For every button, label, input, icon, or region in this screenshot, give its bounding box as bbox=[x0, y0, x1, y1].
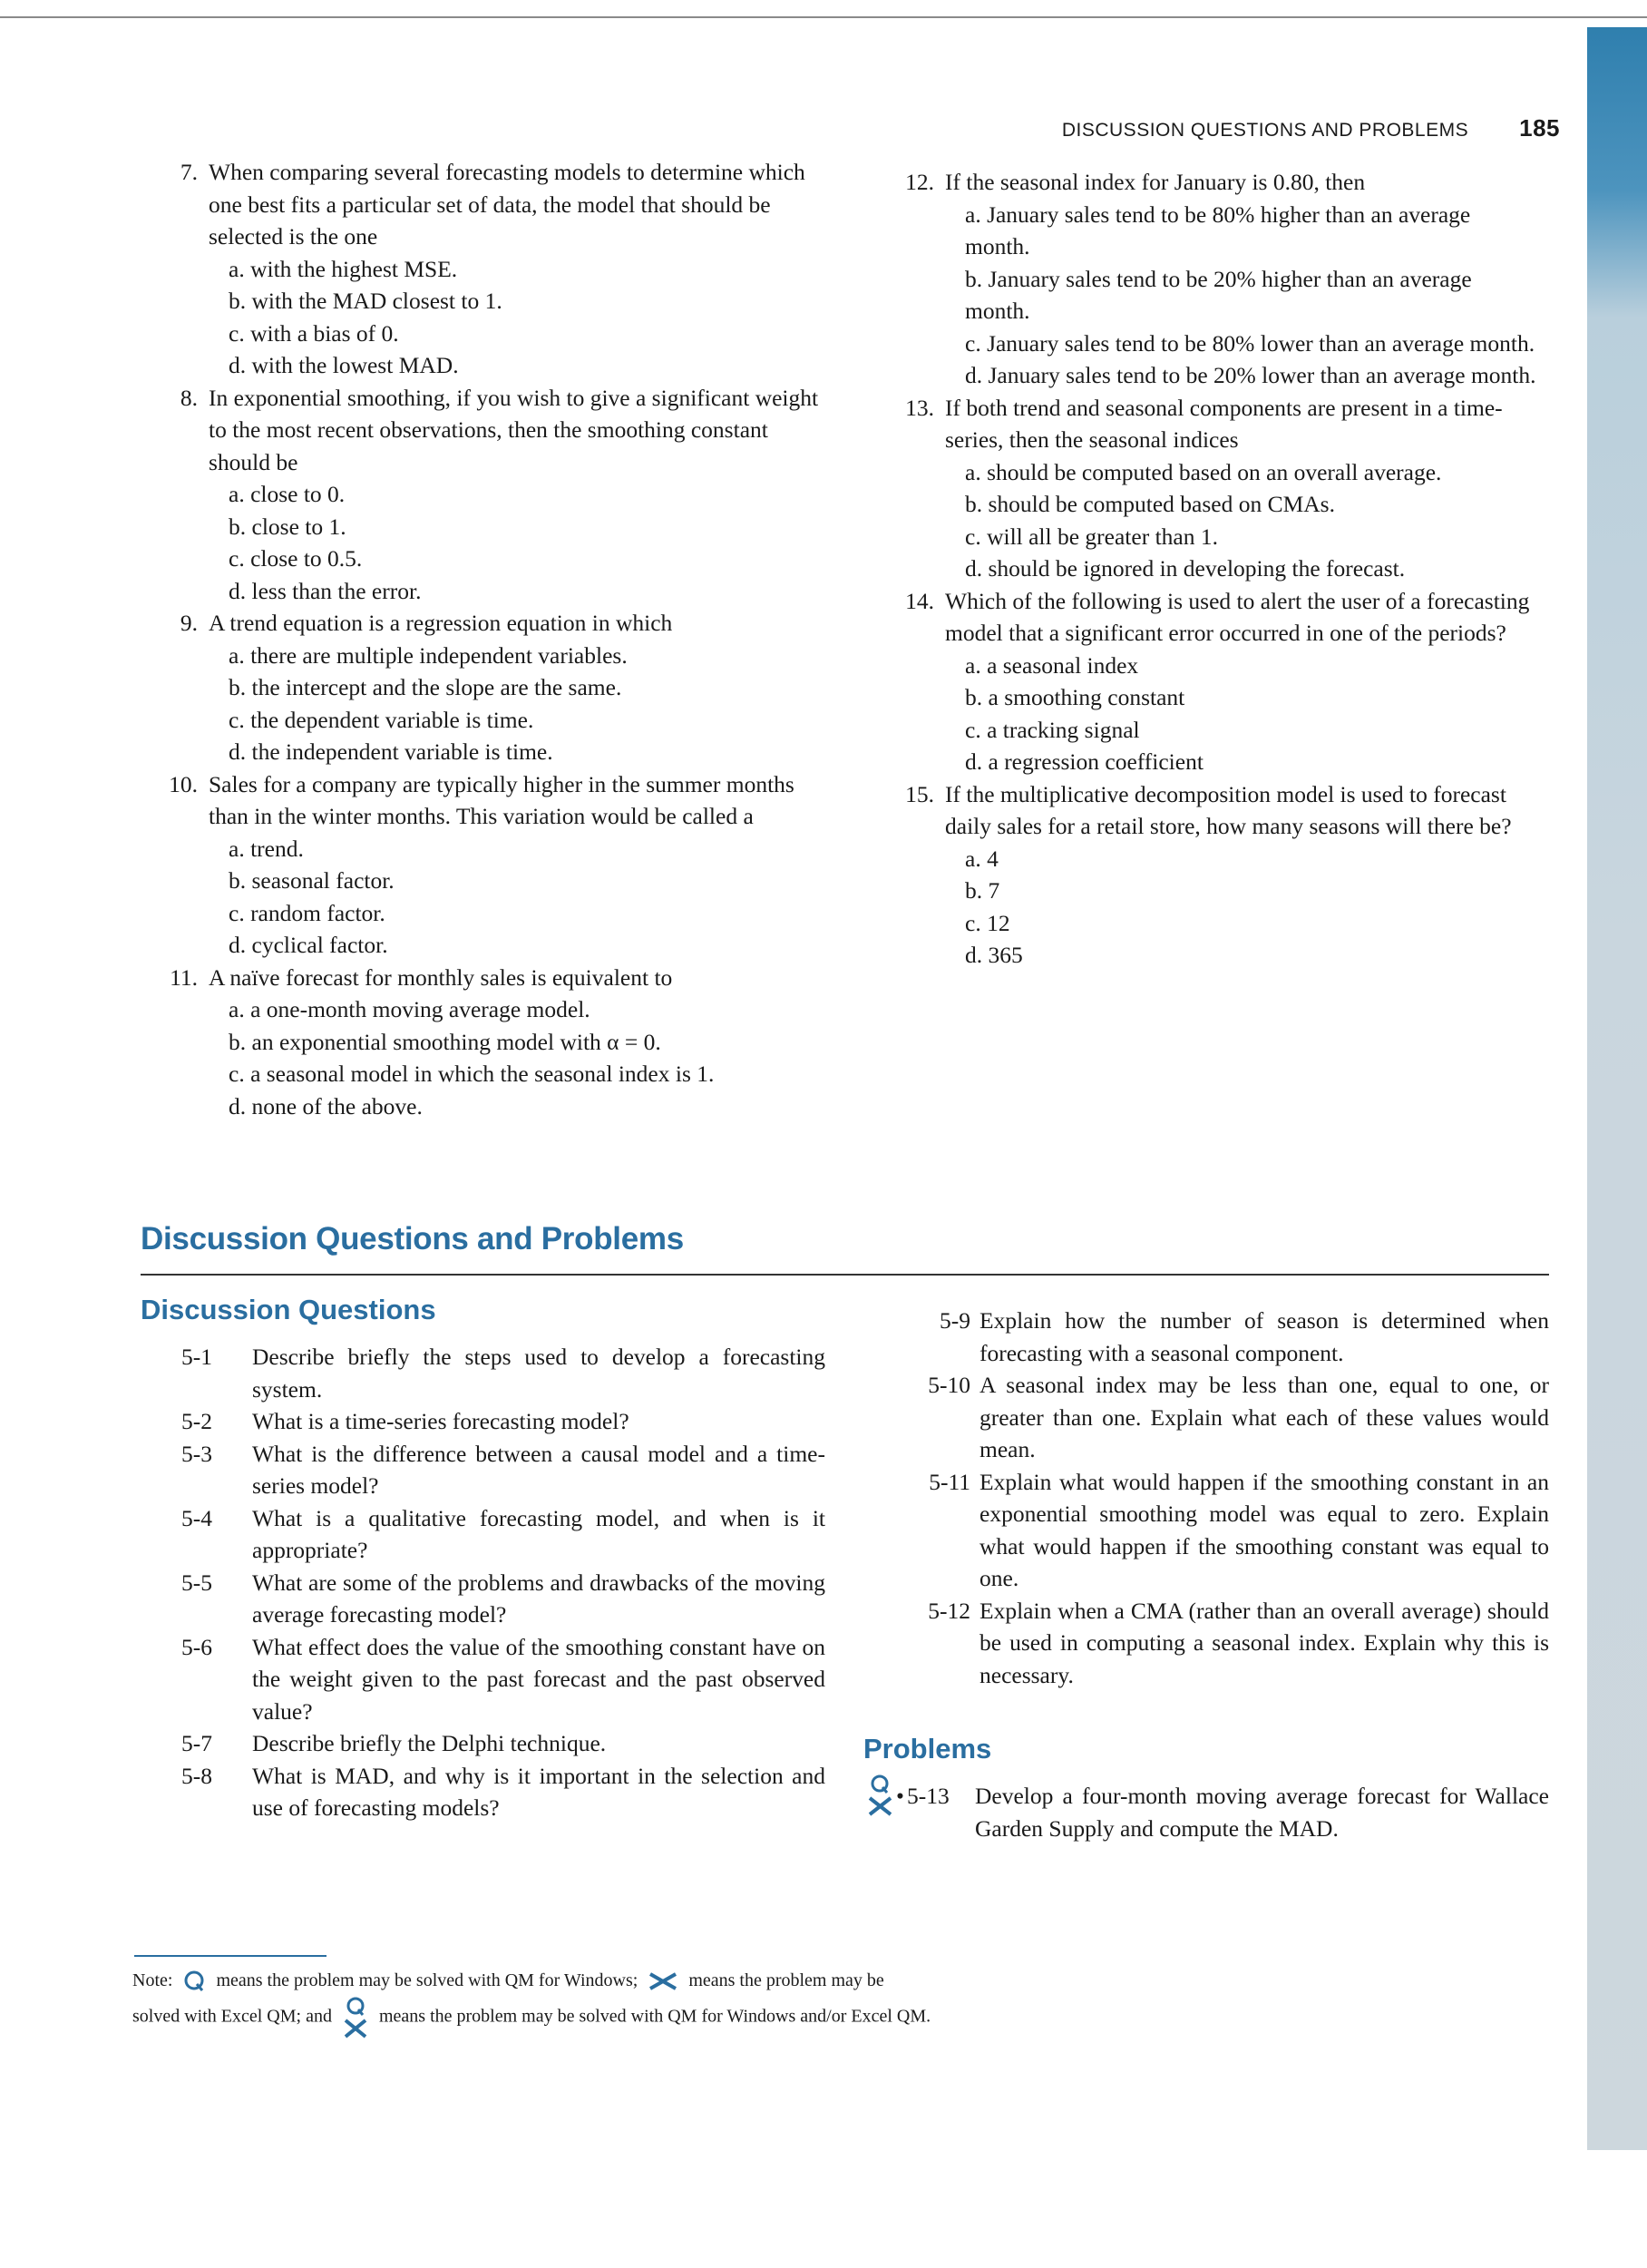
discussion-question-text: What are some of the problems and drawbacks of the moving average forecasting model? bbox=[252, 1569, 825, 1628]
question-number: 14. bbox=[905, 587, 934, 614]
discussion-question-number: 5-1 bbox=[181, 1344, 212, 1370]
qm-and-excel-icon bbox=[342, 1996, 369, 2039]
question-stem: If both trend and seasonal components are present in a time-series, then the seasonal indices bbox=[945, 394, 1503, 453]
question-stem: Which of the following is used to alert the user of a forecasting model that a significant error occurred in one of the periods? bbox=[945, 587, 1530, 646]
question-number: 9. bbox=[180, 610, 198, 636]
answer-option: a. January sales tend to be 80% higher than an average month. bbox=[965, 200, 1471, 259]
top-rule bbox=[0, 16, 1647, 18]
discussion-questions-heading: Discussion Questions bbox=[141, 1294, 436, 1325]
discussion-question-number: 5-7 bbox=[181, 1730, 212, 1756]
discussion-question bbox=[914, 1595, 1549, 1692]
question-number: 8. bbox=[180, 384, 198, 411]
question-stem: If the seasonal index for January is 0.80, then bbox=[945, 169, 1366, 195]
discussion-question-number: 5-4 bbox=[181, 1504, 212, 1531]
answer-option: a. a one-month moving average model. bbox=[229, 996, 590, 1022]
answer-option: c. will all be greater than 1. bbox=[965, 523, 1218, 550]
answer-option: a. 4 bbox=[965, 845, 999, 872]
discussion-question-text: What is the difference between a causal model and a time-series model? bbox=[252, 1440, 825, 1499]
discussion-question bbox=[181, 1341, 825, 1405]
discussion-question bbox=[181, 1405, 825, 1438]
problems-heading: Problems bbox=[863, 1733, 992, 1765]
running-title: DISCUSSION QUESTIONS AND PROBLEMS bbox=[1061, 120, 1469, 141]
answer-option: c. with a bias of 0. bbox=[229, 319, 399, 347]
mc-question bbox=[880, 778, 1538, 972]
answer-option: a. trend. bbox=[229, 835, 304, 862]
discussion-question-text: Explain how the number of season is determined when forecasting with a seasonal component. bbox=[979, 1307, 1549, 1366]
question-number: 15. bbox=[905, 780, 934, 807]
excel-qm-icon bbox=[648, 1971, 678, 1991]
answer-option: b. close to 1. bbox=[229, 513, 346, 540]
discussion-questions-left bbox=[181, 1341, 825, 1824]
discussion-question-number: 5-11 bbox=[929, 1468, 970, 1495]
discussion-question-text: A seasonal index may be less than one, equal to one, or greater than one. Explain what each of these values would mean. bbox=[979, 1372, 1549, 1462]
answer-option: b. January sales tend to be 20% higher than an average month. bbox=[965, 265, 1472, 324]
question-number: 13. bbox=[905, 394, 934, 421]
section-rule bbox=[141, 1274, 1549, 1276]
answer-option: b. seasonal factor. bbox=[229, 867, 395, 894]
problem-text: Develop a four-month moving average forecast for Wallace Garden Supply and compute the MAD. bbox=[975, 1783, 1549, 1842]
discussion-question-number: 5-5 bbox=[181, 1569, 212, 1596]
answer-option: d. 365 bbox=[965, 942, 1023, 968]
answer-option: c. January sales tend to be 80% lower than an average month. bbox=[965, 329, 1535, 357]
running-header bbox=[1052, 114, 1560, 147]
discussion-question-number: 5-3 bbox=[181, 1440, 212, 1467]
discussion-question bbox=[914, 1466, 1549, 1595]
discussion-question-number: 5-8 bbox=[181, 1762, 212, 1789]
answer-options bbox=[945, 199, 1538, 392]
footnote-lead: Note: bbox=[132, 1970, 173, 1990]
footnote bbox=[132, 1965, 1221, 2039]
question-stem: A trend equation is a regression equation in which bbox=[209, 610, 673, 636]
mc-question bbox=[143, 382, 833, 608]
answer-option: c. a tracking signal bbox=[965, 716, 1140, 743]
discussion-questions-right bbox=[914, 1305, 1549, 1691]
answer-option: d. a regression coefficient bbox=[965, 748, 1204, 775]
answer-option: c. close to 0.5. bbox=[229, 545, 363, 572]
answer-option: c. random factor. bbox=[229, 899, 385, 926]
mc-questions-right bbox=[880, 166, 1538, 972]
answer-option: d. cyclical factor. bbox=[229, 932, 388, 958]
discussion-question-text: Explain when a CMA (rather than an overall average) should be used in computing a seasonal index. Explain why this is necessary. bbox=[979, 1597, 1549, 1688]
answer-option: a. with the highest MSE. bbox=[229, 255, 458, 282]
answer-option: b. should be computed based on CMAs. bbox=[965, 491, 1335, 517]
answer-options bbox=[209, 640, 833, 768]
discussion-question-text: What is a qualitative forecasting model, and when is it appropriate? bbox=[252, 1504, 825, 1563]
answer-option: b. with the MAD closest to 1. bbox=[229, 288, 502, 314]
mc-question bbox=[880, 392, 1538, 585]
answer-option: b. the intercept and the slope are the same. bbox=[229, 674, 622, 700]
answer-option: c. 12 bbox=[965, 909, 1010, 936]
question-stem: Sales for a company are typically higher in the summer months than in the winter months. This variation would be called a bbox=[209, 770, 794, 829]
discussion-question-text: What effect does the value of the smoothing constant have on the weight given to the past forecast and the past observed value? bbox=[252, 1633, 825, 1725]
answer-option: b. an exponential smoothing model with α = 0. bbox=[229, 1028, 661, 1055]
discussion-question-text: Describe briefly the steps used to develop a forecasting system. bbox=[252, 1344, 825, 1403]
problems-list bbox=[862, 1780, 1549, 1844]
discussion-question bbox=[181, 1567, 825, 1631]
answer-option: c. a seasonal model in which the seasonal index is 1. bbox=[229, 1061, 715, 1087]
qm-and-excel-icon bbox=[865, 1773, 896, 1816]
answer-option: d. none of the above. bbox=[229, 1092, 423, 1119]
mc-question bbox=[143, 768, 833, 962]
problem bbox=[862, 1780, 1549, 1844]
section-title: Discussion Questions and Problems bbox=[141, 1221, 684, 1256]
discussion-question bbox=[181, 1502, 825, 1567]
discussion-question-number: 5-10 bbox=[928, 1372, 970, 1398]
mc-question bbox=[143, 607, 833, 768]
footnote-rule bbox=[134, 1955, 326, 1957]
answer-option: b. 7 bbox=[965, 877, 1000, 904]
footnote-part4: means the problem may be solved with QM for Windows and/or Excel QM. bbox=[378, 2006, 931, 2027]
answer-option: d. with the lowest MAD. bbox=[229, 352, 459, 378]
question-stem: When comparing several forecasting models to determine which one best fits a particular set of data, the model that should be selected is the one bbox=[209, 159, 805, 249]
answer-options bbox=[209, 993, 833, 1122]
answer-option: a. close to 0. bbox=[229, 481, 346, 507]
answer-option: d. January sales tend to be 20% lower than an average month. bbox=[965, 362, 1536, 388]
question-stem: If the multiplicative decomposition model is used to forecast daily sales for a retail store, how many seasons will there be? bbox=[945, 780, 1512, 839]
discussion-question-text: Explain what would happen if the smoothing constant in an exponential smoothing model was equal to zero. Explain what would happen if the smoothing constant was equal to one. bbox=[979, 1468, 1549, 1591]
answer-option: b. a smoothing constant bbox=[965, 684, 1185, 710]
side-color-band bbox=[1587, 27, 1647, 2150]
discussion-question-text: What is a time-series forecasting model? bbox=[252, 1408, 629, 1434]
question-number: 11. bbox=[170, 963, 198, 991]
footnote-part2: means the problem may be bbox=[688, 1970, 884, 1990]
answer-options bbox=[209, 833, 833, 962]
footnote-part1: means the problem may be solved with QM for Windows; bbox=[216, 1970, 638, 1990]
question-number: 12. bbox=[905, 169, 934, 195]
question-number: 10. bbox=[169, 770, 198, 797]
discussion-question-text: Describe briefly the Delphi technique. bbox=[252, 1730, 607, 1756]
answer-option: c. the dependent variable is time. bbox=[229, 706, 534, 733]
problem-bullet: • bbox=[896, 1783, 904, 1809]
answer-option: a. there are multiple independent variables. bbox=[229, 641, 628, 669]
discussion-question bbox=[914, 1369, 1549, 1466]
answer-options bbox=[945, 843, 1538, 972]
answer-options bbox=[209, 253, 833, 382]
discussion-question bbox=[181, 1760, 825, 1824]
answer-option: a. a seasonal index bbox=[965, 651, 1139, 679]
discussion-question bbox=[181, 1438, 825, 1502]
discussion-question bbox=[181, 1727, 825, 1760]
question-stem: A naïve forecast for monthly sales is equivalent to bbox=[209, 963, 673, 991]
answer-options bbox=[945, 650, 1538, 778]
discussion-question-number: 5-12 bbox=[928, 1597, 970, 1624]
discussion-question bbox=[914, 1305, 1549, 1369]
mc-question bbox=[143, 156, 833, 382]
qm-windows-icon bbox=[182, 1970, 206, 1993]
question-number: 7. bbox=[180, 159, 198, 185]
discussion-question bbox=[181, 1631, 825, 1728]
discussion-question-number: 5-6 bbox=[181, 1633, 212, 1660]
answer-option: d. less than the error. bbox=[229, 577, 422, 604]
question-stem: In exponential smoothing, if you wish to give a significant weight to the most recent observations, then the smoothing constant should be bbox=[209, 384, 819, 475]
answer-option: d. should be ignored in developing the forecast. bbox=[965, 555, 1406, 582]
mc-question bbox=[143, 962, 833, 1123]
mc-question bbox=[880, 585, 1538, 778]
answer-options bbox=[945, 456, 1538, 585]
footnote-part3: solved with Excel QM; and bbox=[132, 2006, 332, 2027]
answer-option: a. should be computed based on an overall average. bbox=[965, 458, 1442, 485]
discussion-question-number: 5-2 bbox=[181, 1408, 212, 1434]
answer-options bbox=[209, 478, 833, 607]
mc-question bbox=[880, 166, 1538, 392]
discussion-question-number: 5-9 bbox=[940, 1307, 970, 1334]
page-number: 185 bbox=[1519, 114, 1560, 142]
mc-questions-left bbox=[143, 156, 833, 1122]
problem-number: 5-13 bbox=[907, 1783, 950, 1809]
discussion-question-text: What is MAD, and why is it important in the selection and use of forecasting models? bbox=[252, 1762, 825, 1821]
answer-option: d. the independent variable is time. bbox=[229, 738, 553, 765]
